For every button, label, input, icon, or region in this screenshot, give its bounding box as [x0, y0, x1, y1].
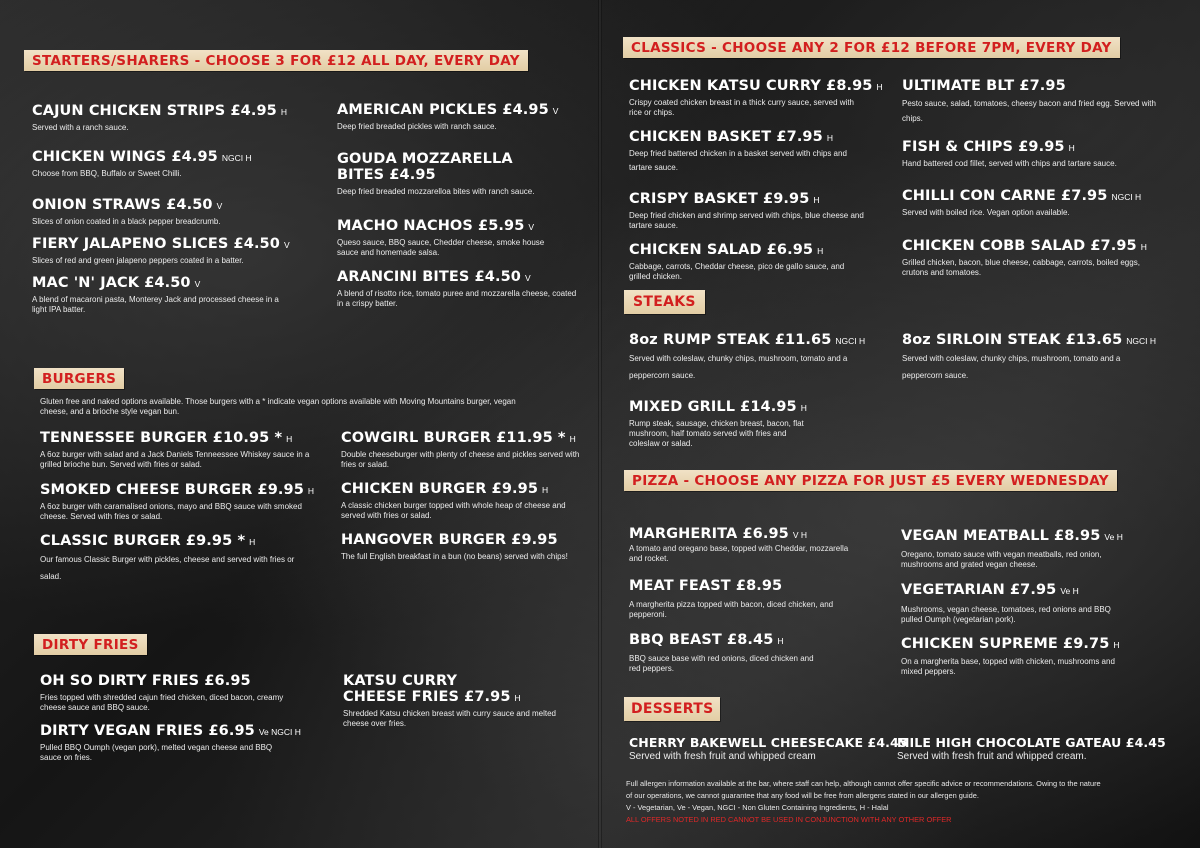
item-desc: Pesto sauce, salad, tomatoes, cheesy bacon and fried egg. Served with chips.: [902, 99, 1156, 123]
menu-item: [40, 482, 322, 522]
menu-item: [337, 102, 587, 132]
item-tag: H: [777, 636, 784, 646]
menu-item: [40, 430, 322, 470]
item-name: CRISPY BASKET £9.95: [629, 191, 810, 207]
dietary-key: V - Vegetarian, Ve - Vegan, NGCI - Non Gluten Containing Ingredients, H - Halal: [626, 803, 889, 812]
menu-item: [629, 332, 866, 384]
item-desc: Served with coleslaw, chunky chips, mushroom, tomato and a peppercorn sauce.: [629, 354, 848, 380]
menu-item: [32, 103, 322, 133]
classics-heading: CLASSICS - CHOOSE ANY 2 FOR £12 BEFORE 7PM, EVERY DAY: [623, 37, 1120, 58]
item-name: CHICKEN KATSU CURRY £8.95: [629, 78, 873, 94]
allergen-footer: [626, 778, 1126, 826]
item-desc: A margherita pizza topped with bacon, diced chicken, and pepperoni.: [629, 600, 834, 619]
item-name: CHICKEN SALAD £6.95: [629, 242, 814, 258]
menu-item: [337, 269, 577, 309]
item-desc: Served with boiled rice. Vegan option available.: [902, 208, 1070, 217]
item-desc: Served with fresh fruit and whipped cream: [629, 751, 816, 762]
item-desc: The full English breakfast in a bun (no beans) served with chips!: [341, 552, 568, 561]
menu-item: [629, 632, 819, 674]
menu-item: [337, 151, 535, 197]
item-desc: Pulled BBQ Oumph (vegan pork), melted vegan cheese and BBQ sauce on fries.: [40, 743, 273, 762]
burgers-note: Gluten free and naked options available. Those burgers with a * indicate vegan options available with Moving Mountains burger, vegan cheese, and a brioche style vegan bun.: [40, 397, 516, 416]
page-fold: [598, 0, 602, 848]
item-name: MILE HIGH CHOCOLATE GATEAU £4.45: [897, 735, 1166, 750]
item-tag: V: [194, 279, 201, 289]
menu-item: [343, 673, 583, 729]
item-name: TENNESSEE BURGER £10.95 *: [40, 430, 283, 446]
item-tag: NGCI H: [221, 153, 252, 163]
item-name: HANGOVER BURGER £9.95: [341, 532, 558, 548]
item-desc: A blend of macaroni pasta, Monterey Jack and processed cheese in a light IPA batter.: [32, 295, 279, 314]
menu-item: [629, 735, 908, 762]
starters-heading: STARTERS/SHARERS - CHOOSE 3 FOR £12 ALL DAY, EVERY DAY: [24, 50, 528, 71]
item-desc: BBQ sauce base with red onions, diced chicken and red peppers.: [629, 654, 814, 673]
item-desc: Fries topped with shredded cajun fried chicken, diced bacon, creamy cheese sauce and BBQ sauce.: [40, 693, 284, 712]
item-desc: Choose from BBQ, Buffalo or Sweet Chilli.: [32, 169, 182, 178]
item-name: MARGHERITA £6.95: [629, 526, 789, 542]
item-tag: H: [1113, 640, 1120, 650]
item-tag: NGCI H: [1126, 336, 1157, 346]
menu-item: [32, 275, 292, 315]
item-desc: A 6oz burger with salad and a Jack Daniels Tenneessee Whiskey sauce in a grilled brioche bun. Served with fries or salad.: [40, 450, 310, 469]
item-name: CHILLI CON CARNE £7.95: [902, 188, 1108, 204]
item-name: AMERICAN PICKLES £4.95: [337, 102, 549, 118]
menu-item: [901, 582, 1131, 625]
item-name: CHICKEN SUPREME £9.75: [901, 636, 1110, 652]
dirty-fries-heading: DIRTY FRIES: [34, 634, 147, 655]
item-name: ARANCINI BITES £4.50: [337, 269, 521, 285]
item-name: CHICKEN COBB SALAD £7.95: [902, 238, 1137, 254]
item-name: VEGAN MEATBALL £8.95: [901, 528, 1101, 544]
item-name: CLASSIC BURGER £9.95 *: [40, 533, 246, 549]
item-desc: A tomato and oregano base, topped with Cheddar, mozzarella and rocket.: [629, 544, 849, 563]
item-tag: H: [280, 107, 287, 117]
menu-item: [902, 78, 1167, 126]
menu-item: [341, 430, 591, 470]
item-tag: V: [552, 106, 559, 116]
item-desc: Shredded Katsu chicken breast with curry sauce and melted cheese over fries.: [343, 709, 557, 728]
offers-disclaimer: ALL OFFERS NOTED IN RED CANNOT BE USED IN CONJUNCTION WITH ANY OTHER OFFER: [626, 815, 952, 824]
item-desc: A classic chicken burger topped with whole heap of cheese and served with fries or salad.: [341, 501, 566, 520]
menu-item: [32, 236, 322, 266]
item-desc: A blend of risotto rice, tomato puree and mozzarella cheese, coated in a crispy batter.: [337, 289, 577, 308]
pizza-heading: PIZZA - CHOOSE ANY PIZZA FOR JUST £5 EVERY WEDNESDAY: [624, 470, 1117, 491]
item-tag: Ve H: [1104, 532, 1123, 542]
item-tag: H: [1068, 143, 1075, 153]
item-tag: NGCI H: [835, 336, 866, 346]
menu-item: [629, 242, 849, 282]
item-tag: H: [569, 434, 576, 444]
item-name-line2: CHEESE FRIES £7.95: [343, 689, 511, 705]
item-tag: V: [528, 222, 535, 232]
menu-item: [40, 673, 290, 713]
item-name: CHERRY BAKEWELL CHEESECAKE £4.45: [629, 735, 908, 750]
item-tag: H: [876, 82, 883, 92]
item-name: 8oz SIRLOIN STEAK £13.65: [902, 332, 1123, 348]
item-desc: Deep fried battered chicken in a basket served with chips and tartare sauce.: [629, 149, 847, 172]
menu-item: [32, 197, 322, 227]
menu-item: [902, 332, 1157, 384]
item-name: SMOKED CHEESE BURGER £9.95: [40, 482, 304, 498]
item-name: BBQ BEAST £8.45: [629, 632, 774, 648]
item-name: CAJUN CHICKEN STRIPS £4.95: [32, 103, 277, 119]
item-name: COWGIRL BURGER £11.95 *: [341, 430, 566, 446]
menu-item: [629, 191, 869, 231]
desserts-heading: DESSERTS: [624, 697, 720, 721]
item-name: MACHO NACHOS £5.95: [337, 218, 525, 234]
item-tag: H: [800, 403, 807, 413]
item-desc: Slices of onion coated in a black pepper breadcrumb.: [32, 217, 221, 226]
item-desc: Slices of red and green jalapeno peppers coated in a batter.: [32, 256, 244, 265]
item-tag: V: [283, 240, 290, 250]
item-tag: H: [514, 693, 521, 703]
item-tag: NGCI H: [1111, 192, 1142, 202]
item-tag: H: [1140, 242, 1147, 252]
item-tag: H: [813, 195, 820, 205]
menu-item: [341, 532, 596, 562]
item-tag: H: [286, 434, 293, 444]
item-desc: Crispy coated chicken breast in a thick curry sauce, served with rice or chips.: [629, 98, 854, 117]
item-desc: Our famous Classic Burger with pickles, cheese and served with fries or salad.: [40, 555, 295, 581]
menu-item: [40, 723, 301, 763]
menu-item: [629, 129, 859, 175]
burgers-heading: BURGERS: [34, 368, 124, 389]
steaks-heading: STEAKS: [624, 290, 705, 314]
item-desc: Cabbage, carrots, Cheddar cheese, pico de gallo sauce, and grilled chicken.: [629, 262, 845, 281]
item-desc: Double cheeseburger with plenty of cheese and pickles served with fries or salad.: [341, 450, 580, 469]
item-tag: H: [542, 485, 549, 495]
menu-item: [897, 735, 1177, 762]
item-desc: Hand battered cod fillet, served with chips and tartare sauce.: [902, 159, 1117, 168]
item-name: CHICKEN BURGER £9.95: [341, 481, 539, 497]
item-tag: H: [817, 246, 824, 256]
item-name: MEAT FEAST £8.95: [629, 578, 783, 594]
item-name-line1: KATSU CURRY: [343, 673, 458, 689]
item-desc: Oregano, tomato sauce with vegan meatballs, red onion, mushrooms and grated vegan cheese.: [901, 550, 1102, 569]
menu-item: [901, 528, 1131, 570]
item-tag: V: [216, 201, 223, 211]
menu-item: [337, 218, 557, 258]
item-desc: Served with a ranch sauce.: [32, 123, 129, 132]
item-desc: Deep fried breaded mozzarelloa bites with ranch sauce.: [337, 187, 535, 196]
menu-item: [40, 533, 315, 585]
item-desc: Mushrooms, vegan cheese, tomatoes, red onions and BBQ pulled Oumph (vegetarian pork).: [901, 605, 1111, 624]
item-name: MIXED GRILL £14.95: [629, 399, 797, 415]
item-desc: Deep fried breaded pickles with ranch sauce.: [337, 122, 497, 131]
item-name: VEGETARIAN £7.95: [901, 582, 1057, 598]
item-desc: Served with fresh fruit and whipped cream.: [897, 751, 1087, 762]
menu-item: [902, 188, 1162, 218]
item-desc: A 6oz burger with caramalised onions, mayo and BBQ sauce with smoked cheese. Served with fries or salad.: [40, 502, 302, 521]
item-name: GOUDA MOZZARELLA BITES £4.95: [337, 151, 513, 183]
item-tag: V H: [792, 530, 807, 540]
item-tag: H: [249, 537, 256, 547]
item-name: DIRTY VEGAN FRIES £6.95: [40, 723, 255, 739]
menu-item: [902, 238, 1164, 278]
item-name: MAC 'N' JACK £4.50: [32, 275, 191, 291]
item-desc: Rump steak, sausage, chicken breast, bacon, flat mushroom, half tomato served with fries and coleslaw or salad.: [629, 419, 804, 448]
item-desc: Grilled chicken, bacon, blue cheese, cabbage, carrots, boiled eggs, crutons and tomatoes.: [902, 258, 1140, 277]
item-desc: Queso sauce, BBQ sauce, Chedder cheese, smoke house sauce and homemade salsa.: [337, 238, 545, 257]
item-name: CHICKEN WINGS £4.95: [32, 149, 218, 165]
menu-item: [901, 636, 1126, 677]
item-tag: Ve NGCI H: [258, 727, 301, 737]
menu-item: [629, 399, 809, 449]
menu-item: [629, 78, 883, 118]
item-tag: V: [524, 273, 531, 283]
item-desc: Served with coleslaw, chunky chips, mushroom, tomato and a peppercorn sauce.: [902, 354, 1121, 380]
item-tag: H: [307, 486, 315, 496]
menu-item: [629, 526, 849, 564]
item-name: ULTIMATE BLT £7.95: [902, 78, 1066, 94]
item-name: 8oz RUMP STEAK £11.65: [629, 332, 832, 348]
menu-item: [341, 481, 591, 521]
item-name: ONION STRAWS £4.50: [32, 197, 213, 213]
item-name: FISH & CHIPS £9.95: [902, 139, 1065, 155]
item-name: OH SO DIRTY FRIES £6.95: [40, 673, 251, 689]
allergen-info-line2: of our operations, we cannot guarantee that any food will be free from allergens stated in our allergen guide.: [626, 791, 979, 800]
item-desc: Deep fried chicken and shrimp served with chips, blue cheese and tartare sauce.: [629, 211, 864, 230]
item-tag: Ve H: [1060, 586, 1079, 596]
allergen-info-line1: Full allergen information available at the bar, where staff can help, although cannot offer specific advice or recommendations. Owing to the nature: [626, 779, 1101, 788]
menu-item: [629, 578, 849, 620]
item-name: CHICKEN BASKET £7.95: [629, 129, 823, 145]
item-desc: On a margherita base, topped with chicken, mushrooms and mixed peppers.: [901, 657, 1115, 676]
menu-item: [902, 139, 1162, 169]
item-tag: H: [826, 133, 833, 143]
menu-item: [32, 149, 322, 179]
item-name: FIERY JALAPENO SLICES £4.50: [32, 236, 280, 252]
